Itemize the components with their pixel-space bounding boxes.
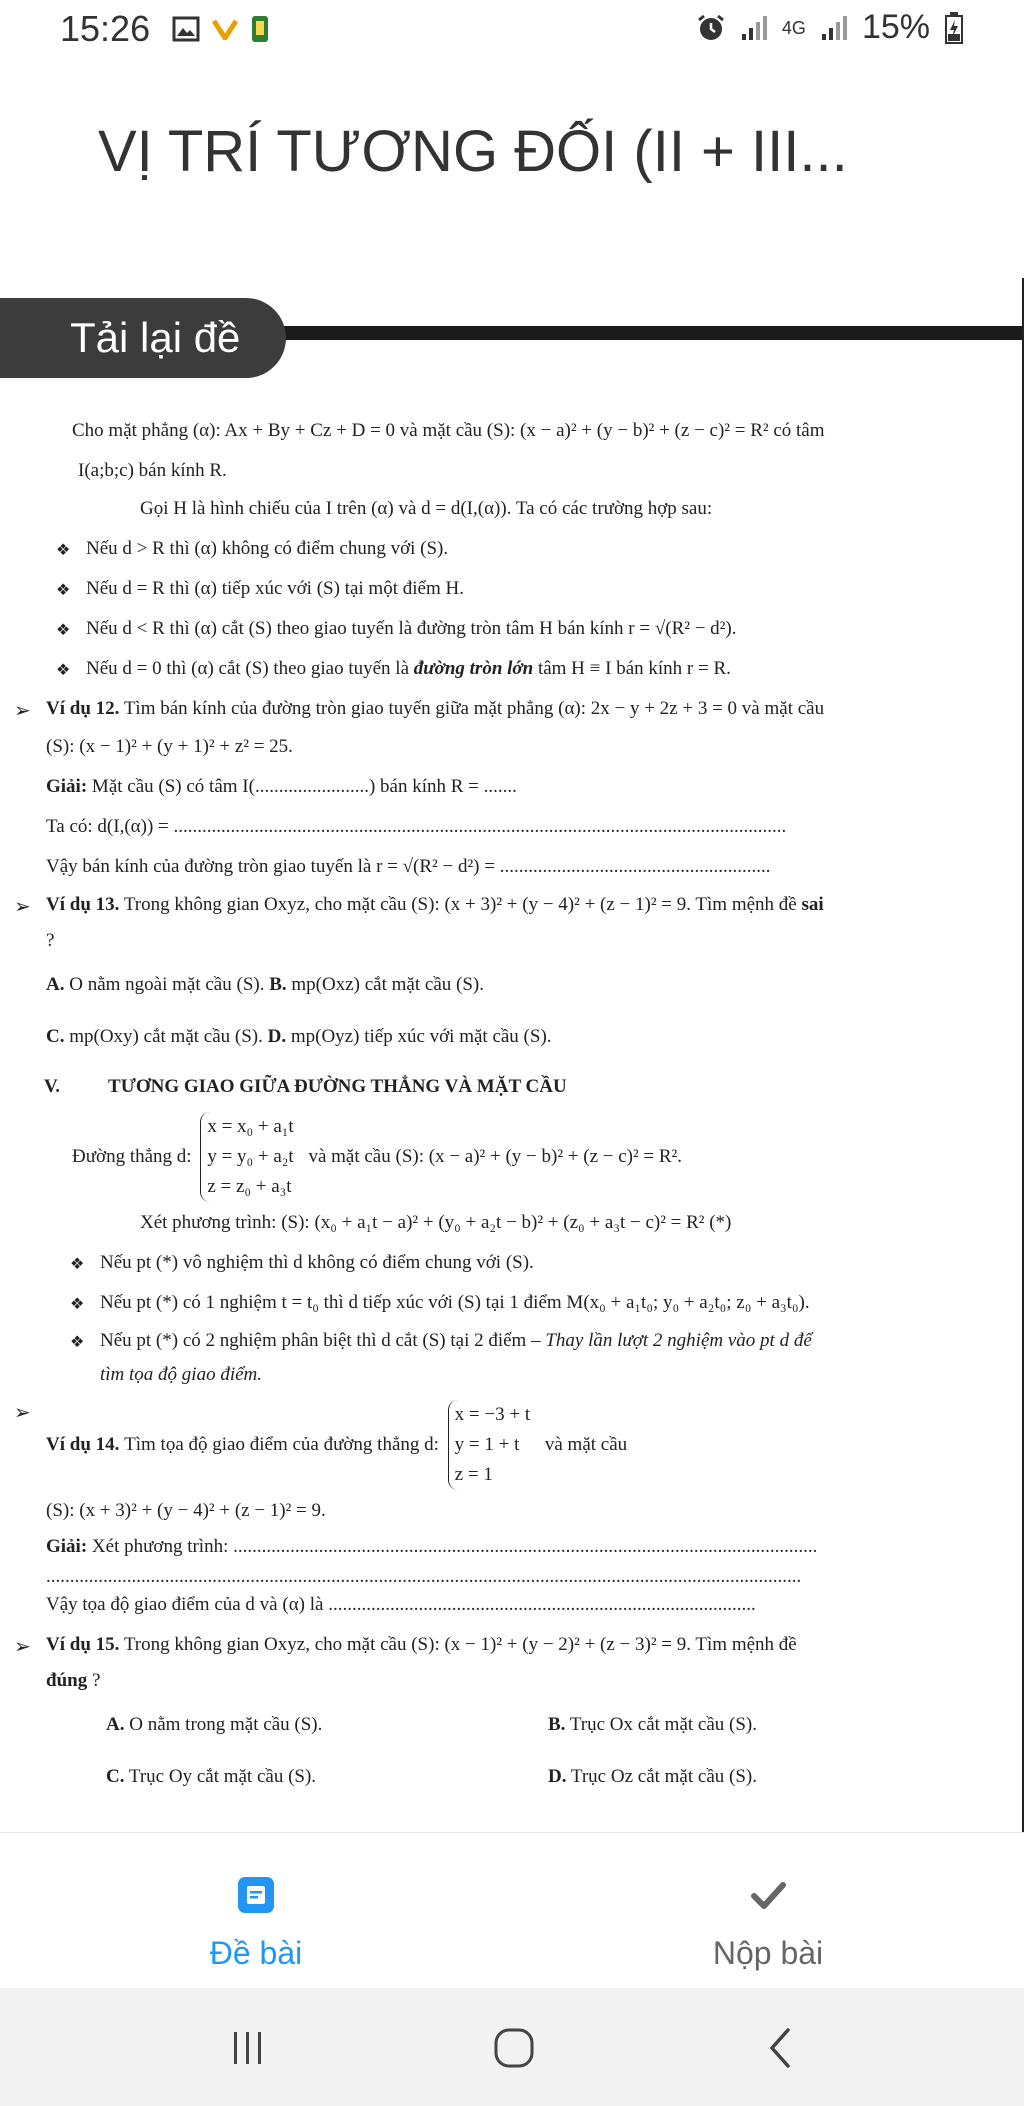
bullet-item — [86, 578, 464, 600]
section-title: TƯƠNG GIAO GIỮA ĐƯỜNG THẲNG VÀ MẶT CẦU — [108, 1076, 567, 1097]
doc-text: I(a;b;c) bán kính R. — [78, 460, 227, 481]
doc-text: ............................................................................................................................................................... — [46, 1566, 802, 1587]
doc-text: tâm H ≡ I bán kính r = R. — [537, 658, 731, 679]
network-type: 4G — [781, 17, 806, 38]
bullet-item — [86, 618, 736, 640]
doc-text: mp(Oyz) tiếp xúc với mặt cầu (S). — [290, 1026, 552, 1047]
doc-text: ? — [46, 930, 55, 951]
phone-icon — [250, 14, 270, 44]
signal-icon-2 — [820, 14, 848, 42]
option-item — [106, 1766, 316, 1788]
system-row: y = 1 + t — [454, 1434, 520, 1455]
solution-label: Giải: — [46, 1536, 88, 1557]
doc-text: Vậy tọa độ giao điểm của d và (α) là .......................................................................................... — [46, 1594, 756, 1615]
doc-text: Mặt cầu (S) có tâm I(........................) bán kính R = ....... — [91, 776, 517, 797]
bullet-item — [100, 1292, 810, 1314]
example-label: Ví dụ 14. — [46, 1434, 120, 1455]
doc-text: Trong không gian Oxyz, cho mặt cầu (S): (x + 3)² + (y − 4)² + (z − 1)² = 9. Tìm mệnh đề — [123, 894, 797, 915]
doc-text: Vậy bán kính của đường tròn giao tuyến là r = √(R² − d²) = ......................................................... — [46, 856, 771, 877]
doc-text: Nếu d < R thì (α) cắt (S) theo giao tuyến là đường tròn tâm H bán kính r = √(R² − d²). — [86, 618, 737, 639]
doc-text: Trục Oz cắt mặt cầu (S). — [570, 1766, 757, 1787]
doc-text: (S): (x + 3)² + (y − 4)² + (z − 1)² = 9. — [46, 1500, 326, 1521]
example-label: Ví dụ 12. — [46, 698, 120, 719]
doc-text: Nếu pt (*) vô nghiệm thì d không có điểm chung với (S). — [100, 1252, 534, 1273]
doc-line — [140, 498, 712, 520]
doc-text: Trong không gian Oxyz, cho mặt cầu (S): (x − 1)² + (y − 2)² + (z − 3)² = 9. Tìm mệnh đề — [123, 1634, 797, 1655]
solution-label: Giải: — [46, 776, 88, 797]
home-button[interactable] — [484, 2018, 544, 2078]
doc-emphasis: đường tròn lớn — [413, 658, 534, 679]
notification-icons — [172, 14, 270, 44]
system-row: y = y₀ + a₂t — [207, 1146, 294, 1167]
doc-line — [46, 1536, 817, 1558]
doc-text: Nếu d > R thì (α) không có điểm chung với (S). — [86, 538, 449, 559]
doc-line — [140, 1212, 731, 1234]
status-bar — [0, 0, 1024, 64]
document-icon — [236, 1875, 276, 1915]
doc-text: ? — [91, 1670, 101, 1691]
alarm-icon — [696, 13, 726, 43]
doc-line — [46, 1500, 326, 1522]
equation-system — [200, 1112, 293, 1202]
doc-text: và mặt cầu (S): (x − a)² + (y − b)² + (z − c)² = R². — [308, 1146, 683, 1167]
bullet-item — [100, 1330, 812, 1352]
doc-line — [46, 736, 293, 758]
doc-text: Trục Ox cắt mặt cầu (S). — [569, 1714, 758, 1735]
doc-emphasis: sai — [801, 894, 824, 915]
doc-text: mp(Oxz) cắt mặt cầu (S). — [291, 974, 484, 995]
doc-text: Tìm bán kính của đường tròn giao tuyến giữa mặt phẳng (α): 2x − y + 2z + 3 = 0 và mặt cầu — [123, 698, 825, 719]
doc-text: (S): (x − 1)² + (y + 1)² + z² = 25. — [46, 736, 293, 757]
reload-button[interactable]: Tải lại đề — [0, 298, 286, 378]
tab-de-bai[interactable] — [0, 1833, 512, 1989]
option-item — [548, 1766, 757, 1788]
option-row — [46, 974, 484, 996]
doc-text: Cho mặt phẳng (α): Ax + By + Cz + D = 0 và mặt cầu (S): (x − a)² + (y − b)² + (z − c)² = R² có tâm — [72, 420, 825, 441]
section-heading — [44, 1076, 567, 1098]
recents-icon — [228, 2028, 268, 2068]
status-right — [696, 8, 964, 47]
system-row: x = −3 + t — [454, 1404, 531, 1425]
home-icon — [492, 2026, 536, 2070]
doc-text: Ta có: d(I,(α)) = ................................................................................................................................. — [46, 816, 787, 837]
system-nav-bar — [0, 1988, 1024, 2106]
doc-text: Tìm tọa độ giao điểm của đường thẳng d: — [124, 1434, 439, 1455]
doc-line — [100, 1364, 262, 1386]
doc-text: Nếu d = 0 thì (α) cắt (S) theo giao tuyến là — [86, 658, 409, 679]
section-number: V. — [44, 1076, 61, 1097]
tab-label: Đề bài — [209, 1935, 303, 1971]
doc-line — [72, 420, 825, 442]
option-letter: A. — [106, 1714, 125, 1735]
bullet-item — [100, 1252, 534, 1274]
bullet-item — [86, 658, 731, 680]
doc-text: Nếu pt (*) có 1 nghiệm t = t₀ thì d tiếp xúc với (S) tại 1 điểm M(x₀ + a₁t₀; y₀ + a₂t₀; z₀ + a₃t₀). — [100, 1292, 810, 1313]
back-button[interactable] — [750, 2018, 810, 2078]
option-row — [46, 1026, 552, 1048]
example-label: Ví dụ 15. — [46, 1634, 120, 1655]
option-item — [106, 1714, 322, 1736]
checkmark-icon — [748, 1875, 788, 1915]
system-row: z = 1 — [454, 1464, 493, 1485]
back-icon — [760, 2026, 800, 2070]
battery-percent: 15% — [861, 8, 930, 46]
doc-line — [46, 816, 786, 838]
doc-emphasis: Thay lần lượt 2 nghiệm vào pt d để — [545, 1330, 812, 1351]
doc-emphasis: đúng — [46, 1670, 88, 1691]
option-letter: D. — [267, 1026, 287, 1047]
example-14 — [46, 1400, 627, 1490]
app-v-icon — [212, 18, 238, 40]
doc-text: O nằm trong mặt cầu (S). — [129, 1714, 323, 1735]
option-letter: B. — [269, 974, 287, 995]
example-12 — [46, 698, 824, 720]
doc-text: Xét phương trình: ........................................................................................................................... — [91, 1536, 818, 1557]
doc-line — [46, 776, 517, 798]
system-row: x = x₀ + a₁t — [207, 1116, 294, 1137]
signal-icon — [740, 14, 768, 42]
doc-line — [46, 1566, 801, 1588]
doc-emphasis: tìm tọa độ giao điểm. — [100, 1364, 263, 1385]
battery-charging-icon — [944, 12, 964, 44]
page-title: VỊ TRÍ TƯƠNG ĐỐI (II + III... — [98, 119, 848, 184]
option-letter: C. — [46, 1026, 65, 1047]
tab-nop-bai[interactable] — [512, 1833, 1024, 1989]
doc-text: Nếu pt (*) có 2 nghiệm phân biệt thì d cắt (S) tại 2 điểm – — [100, 1330, 541, 1351]
status-time: 15:26 — [60, 8, 151, 49]
doc-text: Đường thẳng d: — [72, 1146, 192, 1167]
doc-line — [46, 930, 54, 952]
example-13 — [46, 894, 824, 916]
option-letter: B. — [548, 1714, 566, 1735]
option-letter: D. — [548, 1766, 567, 1787]
option-letter: C. — [106, 1766, 125, 1787]
gallery-icon — [172, 16, 200, 42]
doc-text: O nằm ngoài mặt cầu (S). — [69, 974, 265, 995]
doc-line — [46, 1670, 100, 1692]
recents-button[interactable] — [218, 2018, 278, 2078]
tab-label: Nộp bài — [712, 1935, 824, 1971]
example-label: Ví dụ 13. — [46, 894, 120, 915]
doc-line — [46, 856, 770, 878]
doc-text: Nếu d = R thì (α) tiếp xúc với (S) tại một điểm H. — [86, 578, 464, 599]
option-letter: A. — [46, 974, 65, 995]
bullet-item — [86, 538, 448, 560]
bottom-nav — [0, 1832, 1024, 1988]
doc-line — [78, 460, 227, 482]
doc-text: Gọi H là hình chiếu của I trên (α) và d = d(I,(α)). Ta có các trường hợp sau: — [140, 498, 713, 519]
option-item — [548, 1714, 757, 1736]
doc-text: và mặt cầu — [544, 1434, 628, 1455]
system-row: z = z₀ + a₃t — [207, 1176, 292, 1197]
doc-text: Xét phương trình: (S): (x₀ + a₁t − a)² + (y₀ + a₂t − b)² + (z₀ + a₃t − c)² = R² (*) — [140, 1212, 732, 1233]
equation-system — [448, 1400, 530, 1490]
doc-text: Trục Oy cắt mặt cầu (S). — [128, 1766, 317, 1787]
doc-line — [46, 1594, 756, 1616]
line-definition — [72, 1112, 682, 1202]
example-15 — [46, 1634, 797, 1656]
doc-text: mp(Oxy) cắt mặt cầu (S). — [69, 1026, 263, 1047]
